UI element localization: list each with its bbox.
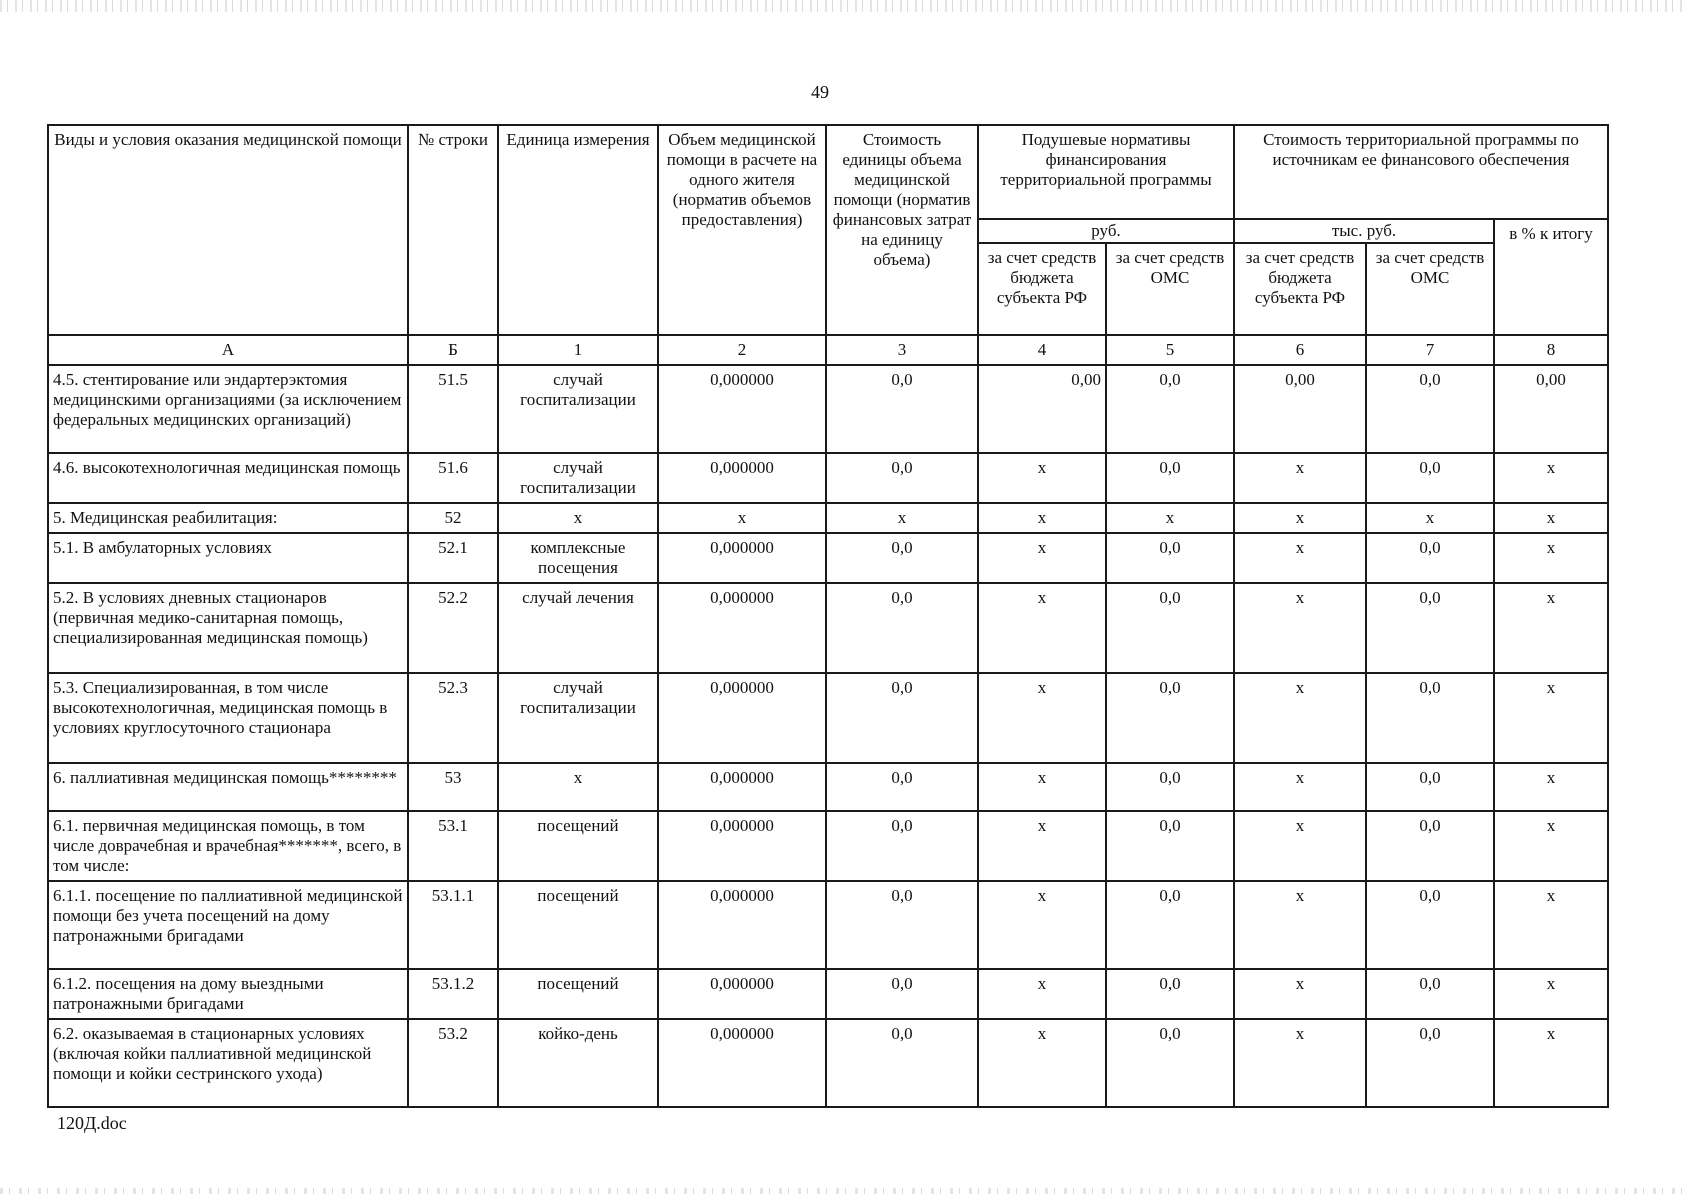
row-cost: 0,0 <box>826 365 978 453</box>
row-number: 53.2 <box>408 1019 498 1107</box>
row-col8: х <box>1494 1019 1608 1107</box>
row-number: 51.5 <box>408 365 498 453</box>
row-col4: 0,00 <box>978 365 1106 453</box>
index-cell: 5 <box>1106 335 1234 365</box>
table-row <box>48 365 1608 453</box>
row-number: 53.1 <box>408 811 498 881</box>
row-col8: х <box>1494 673 1608 763</box>
index-cell: 2 <box>658 335 826 365</box>
row-col7: 0,0 <box>1366 583 1494 673</box>
row-col6: 0,00 <box>1234 365 1366 453</box>
row-col5: х <box>1106 503 1234 533</box>
row-cost: 0,0 <box>826 763 978 811</box>
header-per-capita: Подушевые нормативы финансирования территориальной программы <box>978 125 1234 219</box>
row-col5: 0,0 <box>1106 881 1234 969</box>
row-name: 6.1.2. посещения на дому выездными патронажными бригадами <box>48 969 408 1019</box>
row-col7: 0,0 <box>1366 673 1494 763</box>
row-cost: 0,0 <box>826 533 978 583</box>
medical-care-table <box>47 124 1609 1108</box>
row-col5: 0,0 <box>1106 365 1234 453</box>
row-col7: 0,0 <box>1366 969 1494 1019</box>
row-volume: 0,000000 <box>658 533 826 583</box>
row-col6: х <box>1234 583 1366 673</box>
row-col6: х <box>1234 533 1366 583</box>
row-name: 5.1. В амбулаторных условиях <box>48 533 408 583</box>
row-name: 4.5. стентирование или эндартерэктомия медицинскими организациями (за исключением федеральных медицинских организаций) <box>48 365 408 453</box>
header-budget-thous: за счет средств бюджета субъекта РФ <box>1234 243 1366 335</box>
row-unit: посещений <box>498 881 658 969</box>
table-row <box>48 503 1608 533</box>
row-col4: х <box>978 583 1106 673</box>
row-col7: 0,0 <box>1366 881 1494 969</box>
row-number: 52.2 <box>408 583 498 673</box>
row-unit: случай госпитализации <box>498 453 658 503</box>
row-volume: 0,000000 <box>658 453 826 503</box>
row-col4: х <box>978 1019 1106 1107</box>
row-col7: 0,0 <box>1366 1019 1494 1107</box>
row-col5: 0,0 <box>1106 969 1234 1019</box>
row-col7: 0,0 <box>1366 365 1494 453</box>
row-name: 6.1. первичная медицинская помощь, в том числе доврачебная и врачебная*******, всего, в том числе: <box>48 811 408 881</box>
index-cell: Б <box>408 335 498 365</box>
row-col8: х <box>1494 763 1608 811</box>
header-budget-rub: за счет средств бюджета субъекта РФ <box>978 243 1106 335</box>
index-cell: 3 <box>826 335 978 365</box>
row-number: 52.1 <box>408 533 498 583</box>
row-col6: х <box>1234 673 1366 763</box>
row-volume: 0,000000 <box>658 811 826 881</box>
row-col7: 0,0 <box>1366 453 1494 503</box>
row-col6: х <box>1234 503 1366 533</box>
row-col5: 0,0 <box>1106 453 1234 503</box>
scan-edge-bottom <box>0 1188 1686 1194</box>
header-row-number: № строки <box>408 125 498 335</box>
row-cost: 0,0 <box>826 453 978 503</box>
row-col8: х <box>1494 503 1608 533</box>
table-row <box>48 811 1608 881</box>
row-name: 6.2. оказываемая в стационарных условиях (включая койки паллиативной медицинской помощи и койки сестринского ухода) <box>48 1019 408 1107</box>
row-col4: х <box>978 673 1106 763</box>
index-cell: А <box>48 335 408 365</box>
row-col4: х <box>978 453 1106 503</box>
row-col5: 0,0 <box>1106 583 1234 673</box>
row-volume: 0,000000 <box>658 763 826 811</box>
page-number: 49 <box>811 82 829 102</box>
table-header-row <box>48 125 1608 219</box>
table-row <box>48 453 1608 503</box>
row-cost: 0,0 <box>826 881 978 969</box>
row-col8: х <box>1494 811 1608 881</box>
row-number: 51.6 <box>408 453 498 503</box>
row-col4: х <box>978 969 1106 1019</box>
row-volume: 0,000000 <box>658 969 826 1019</box>
index-cell: 7 <box>1366 335 1494 365</box>
header-oms-rub: за счет средств ОМС <box>1106 243 1234 335</box>
table-row <box>48 673 1608 763</box>
header-percent: в % к итогу <box>1494 219 1608 335</box>
index-cell: 1 <box>498 335 658 365</box>
row-unit: посещений <box>498 969 658 1019</box>
row-unit: койко-день <box>498 1019 658 1107</box>
row-col6: х <box>1234 1019 1366 1107</box>
index-cell: 8 <box>1494 335 1608 365</box>
row-unit: комплексные посещения <box>498 533 658 583</box>
header-oms-thous: за счет средств ОМС <box>1366 243 1494 335</box>
row-unit: х <box>498 763 658 811</box>
row-name: 4.6. высокотехнологичная медицинская помощь <box>48 453 408 503</box>
row-col7: х <box>1366 503 1494 533</box>
row-cost: 0,0 <box>826 673 978 763</box>
column-index-row <box>48 335 1608 365</box>
row-volume: 0,000000 <box>658 1019 826 1107</box>
row-cost: х <box>826 503 978 533</box>
header-type: Виды и условия оказания медицинской помощи <box>48 125 408 335</box>
row-col5: 0,0 <box>1106 673 1234 763</box>
row-cost: 0,0 <box>826 1019 978 1107</box>
row-cost: 0,0 <box>826 811 978 881</box>
row-volume: х <box>658 503 826 533</box>
row-number: 52 <box>408 503 498 533</box>
row-cost: 0,0 <box>826 583 978 673</box>
row-col7: 0,0 <box>1366 533 1494 583</box>
row-col4: х <box>978 503 1106 533</box>
row-col6: х <box>1234 811 1366 881</box>
row-unit: случай госпитализации <box>498 365 658 453</box>
scan-edge-top <box>0 0 1686 12</box>
header-unit-cost: Стоимость единицы объема медицинской помощи (норматив финансовых затрат на единицу объема) <box>826 125 978 335</box>
row-number: 53 <box>408 763 498 811</box>
row-name: 5.2. В условиях дневных стационаров (первичная медико-санитарная помощь, специализированная медицинская помощь) <box>48 583 408 673</box>
header-unit: Единица измерения <box>498 125 658 335</box>
row-col7: 0,0 <box>1366 763 1494 811</box>
footer-file-name: 120Д.doc <box>57 1113 127 1133</box>
row-col4: х <box>978 881 1106 969</box>
row-name: 6.1.1. посещение по паллиативной медицинской помощи без учета посещений на дому патронажными бригадами <box>48 881 408 969</box>
row-volume: 0,000000 <box>658 583 826 673</box>
row-volume: 0,000000 <box>658 881 826 969</box>
table-row <box>48 969 1608 1019</box>
row-col7: 0,0 <box>1366 811 1494 881</box>
table-row <box>48 583 1608 673</box>
row-name: 6. паллиативная медицинская помощь******** <box>48 763 408 811</box>
table-row <box>48 533 1608 583</box>
row-col5: 0,0 <box>1106 763 1234 811</box>
table-row <box>48 763 1608 811</box>
header-rub: руб. <box>978 219 1234 243</box>
row-col6: х <box>1234 969 1366 1019</box>
row-unit: случай лечения <box>498 583 658 673</box>
row-number: 53.1.2 <box>408 969 498 1019</box>
row-col6: х <box>1234 453 1366 503</box>
index-cell: 6 <box>1234 335 1366 365</box>
table-row <box>48 1019 1608 1107</box>
row-name: 5.3. Специализированная, в том числе высокотехнологичная, медицинская помощь в условиях круглосуточного стационара <box>48 673 408 763</box>
row-col5: 0,0 <box>1106 1019 1234 1107</box>
row-col4: х <box>978 533 1106 583</box>
row-col8: х <box>1494 969 1608 1019</box>
row-col6: х <box>1234 763 1366 811</box>
row-col4: х <box>978 763 1106 811</box>
header-thous-rub: тыс. руб. <box>1234 219 1494 243</box>
row-col4: х <box>978 811 1106 881</box>
table-row <box>48 881 1608 969</box>
header-program-cost: Стоимость территориальной программы по источникам ее финансового обеспечения <box>1234 125 1608 219</box>
row-col8: х <box>1494 533 1608 583</box>
row-col8: х <box>1494 453 1608 503</box>
row-number: 52.3 <box>408 673 498 763</box>
index-cell: 4 <box>978 335 1106 365</box>
row-cost: 0,0 <box>826 969 978 1019</box>
row-unit: х <box>498 503 658 533</box>
row-unit: случай госпитализации <box>498 673 658 763</box>
row-volume: 0,000000 <box>658 365 826 453</box>
row-unit: посещений <box>498 811 658 881</box>
row-col5: 0,0 <box>1106 533 1234 583</box>
row-col8: х <box>1494 881 1608 969</box>
row-name: 5. Медицинская реабилитация: <box>48 503 408 533</box>
header-volume: Объем медицинской помощи в расчете на одного жителя (норматив объемов предоставления) <box>658 125 826 335</box>
row-number: 53.1.1 <box>408 881 498 969</box>
row-col5: 0,0 <box>1106 811 1234 881</box>
row-col8: х <box>1494 583 1608 673</box>
row-col8: 0,00 <box>1494 365 1608 453</box>
row-col6: х <box>1234 881 1366 969</box>
row-volume: 0,000000 <box>658 673 826 763</box>
